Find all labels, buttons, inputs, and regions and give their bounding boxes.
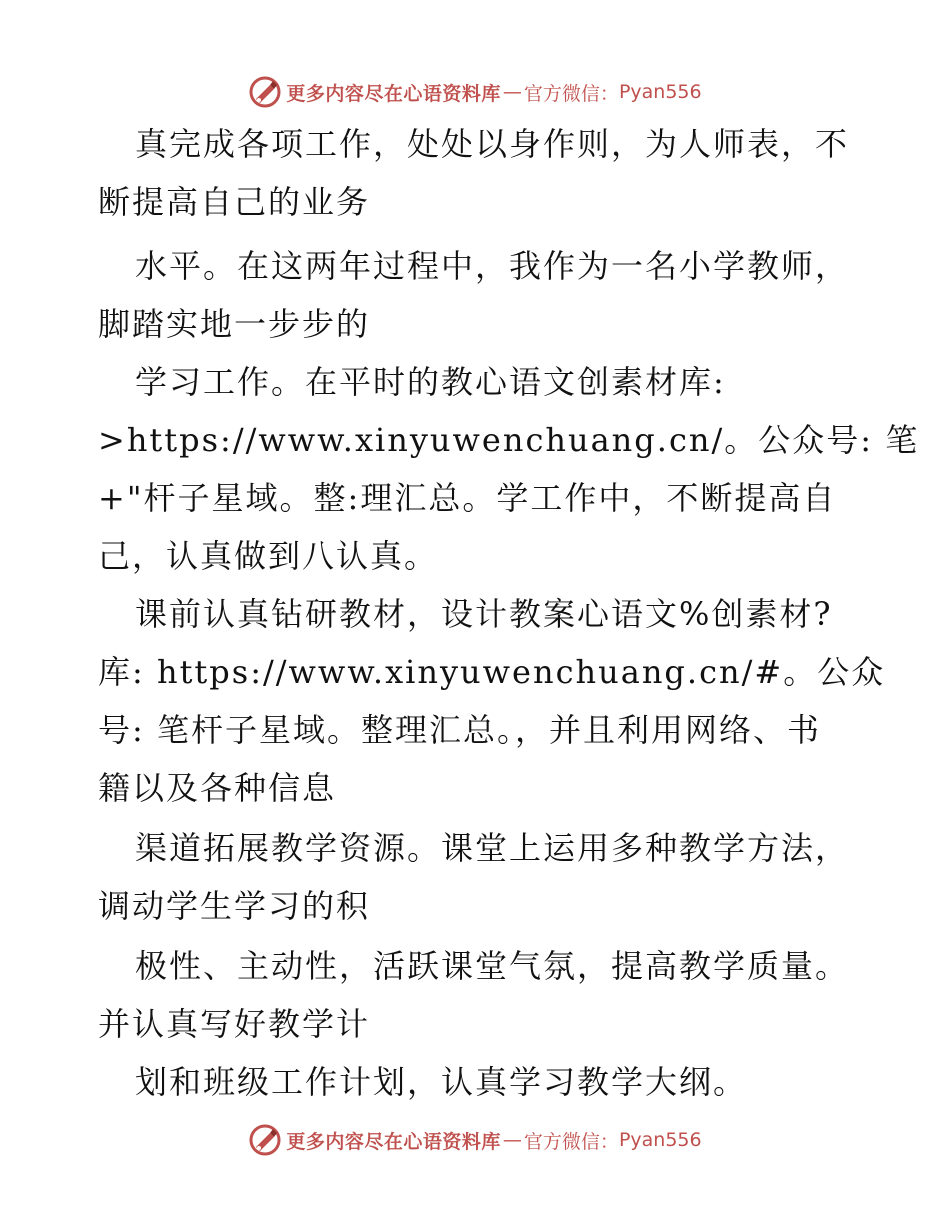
footer-wechat-id: Pyan556 <box>618 1129 702 1151</box>
header-wechat-id: Pyan556 <box>618 81 702 103</box>
body-line: >https://www.xinyuwenchuang.cn/。公众号: 笔 <box>98 421 920 459</box>
body-line: 划和班级工作计划，认真学习教学大纲。 <box>135 1063 748 1101</box>
body-line: 水平。在这两年过程中，我作为一名小学教师， <box>135 247 850 285</box>
body-line: 库: https://www.xinyuwenchuang.cn/#。公众 <box>98 653 886 691</box>
header-site-name: 更多内容尽在心语资料库 <box>286 82 501 105</box>
body-line: 脚踏实地一步步的 <box>98 305 371 343</box>
footer-watermark <box>0 1120 950 1160</box>
body-line: 断提高自己的业务 <box>98 183 371 221</box>
footer-wechat-label: 官方微信： <box>523 1130 619 1153</box>
body-line: 己，认真做到八认真。 <box>98 537 439 575</box>
header-watermark <box>0 72 950 112</box>
body-line: 号: 笔杆子星域。整理汇总。，并且利用网络、书 <box>98 711 821 749</box>
body-line: +"杆子星域。整:理汇总。学工作中，不断提高自 <box>98 479 837 517</box>
body-line: 调动学生学习的积 <box>98 887 371 925</box>
logo-icon <box>248 75 282 109</box>
body-line: 极性、主动性，活跃课堂气氛，提高教学质量。 <box>135 947 850 985</box>
footer-dash: — <box>502 1129 522 1151</box>
body-line: 真完成各项工作，处处以身作则，为人师表，不 <box>135 125 850 163</box>
header-dash: — <box>502 81 522 103</box>
logo-icon <box>248 1123 282 1157</box>
header-wechat-label: 官方微信： <box>523 82 619 105</box>
body-line: 籍以及各种信息 <box>98 769 337 807</box>
body-line: 渠道拓展教学资源。课堂上运用多种教学方法， <box>135 829 850 867</box>
footer-site-name: 更多内容尽在心语资料库 <box>286 1130 501 1153</box>
body-line: 课前认真钻研教材，设计教案心语文%创素材? <box>135 595 833 633</box>
body-line: 学习工作。在平时的教心语文创素材库: <box>135 363 726 401</box>
body-line: 并认真写好教学计 <box>98 1005 371 1043</box>
